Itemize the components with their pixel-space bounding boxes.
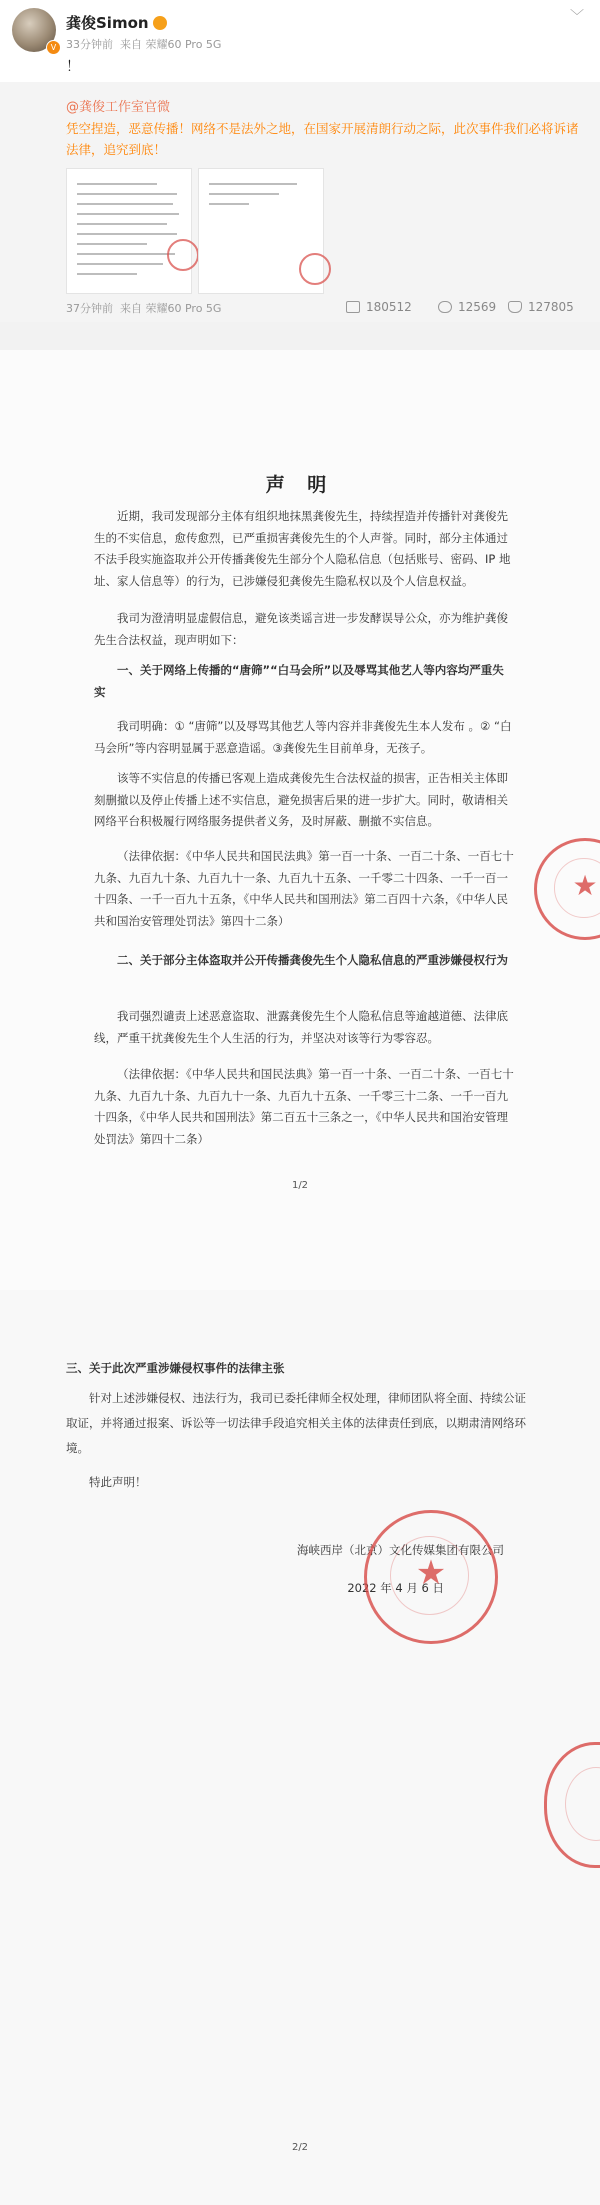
repost-time: 37分钟前 [66,302,113,315]
post-meta [66,36,221,52]
like-count: 127805 [528,300,574,314]
company-seal: ★ [534,838,600,940]
post-header [0,0,600,80]
signature-company: 海峡西岸（北京）文化传媒集团有限公司 [297,1543,504,1557]
like-button[interactable] [508,300,574,314]
repost-author[interactable]: @龚俊工作室官微 [66,100,171,115]
share-count: 180512 [366,300,412,314]
like-icon [508,301,522,313]
repost-meta [66,300,221,316]
verified-badge-icon: V [46,40,61,55]
repost-image-1[interactable] [66,168,192,294]
share-button[interactable] [346,300,412,314]
statement-law-basis: （法律依据：《中华人民共和国民法典》第一百一十条、一百二十条、一百七十九条、九百九十条、九百九十一条、九百九十五条、一千零三十二条、一千一百九十四条，《中华人民共和国刑法》第二百五十三条之一，《中华人民共和国治安管理处罚法》第四十二条） [94,1067,514,1146]
statement-title: 声 明 [265,474,335,496]
page-number: 2/2 [291,2142,309,2153]
user-level-icon [153,16,167,30]
company-seal: ★ [364,1510,498,1644]
statement-paragraph: 该等不实信息的传播已客观上造成龚俊先生合法权益的损害，正告相关主体即刻删撤以及停止传播上述不实信息，避免损害后果的进一步扩大。同时，敬请相关网络平台积极履行网络服务提供者义务，及时屏蔽、删撤不实信息。 [94,771,508,828]
statement-paragraph: 针对上述涉嫌侵权、违法行为，我司已委托律师全权处理，律师团队将全面、持续公证取证，并将通过报案、诉讼等一切法律手段追究相关主体的法律责任到底，以期肃清网络环境。 [66,1391,526,1455]
comment-count: 12569 [458,300,497,314]
post-time: 33分钟前 [66,38,113,51]
statement-heading-2: 二、关于部分主体盗取并公开传播龚俊先生个人隐私信息的严重涉嫌侵权行为 [117,953,508,967]
repost-source: 来自 荣耀60 Pro 5G [120,302,222,315]
separator [0,322,600,350]
repost-image-2[interactable] [198,168,324,294]
statement-heading-1: 一、关于网络上传播的“唐筛”“白马会所”以及辱骂其他艺人等内容均严重失实 [94,663,504,699]
username[interactable] [66,12,167,33]
chevron-down-icon[interactable]: ﹀ [570,9,584,25]
statement-paragraph: 近期，我司发现部分主体有组织地抹黑龚俊先生，持续捏造并传播针对龚俊先生的不实信息，愈传愈烈，已严重损害龚俊先生的个人声誉。同时，部分主体通过不法手段实施盗取并公开传播龚俊先生部分个人隐私信息（包括账号、密码、IP 地址、家人信息等）的行为，已涉嫌侵犯龚俊先生隐私权以及个人信息权益。 [94,509,511,588]
stamp-icon [299,253,331,285]
username-text[interactable]: 龚俊Simon [66,14,149,32]
repost-text: 凭空捏造，恶意传播！网络不是法外之地，在国家开展清朗行动之际，此次事件我们必将诉诸法律，追究到底！ [66,121,579,157]
share-icon [346,301,360,313]
page-number: 1/2 [291,1180,309,1191]
statement-law-basis: （法律依据：《中华人民共和国民法典》第一百一十条、一百二十条、一百七十九条、九百九十条、九百九十一条、九百九十五条、一千零二十四条、一千一百一十四条、一千一百九十五条，《中华人民共和国刑法》第二百四十六条，《中华人民共和国治安管理处罚法》第四十二条） [94,849,514,928]
comment-icon [438,301,452,313]
statement-paragraph: 我司明确：① “唐筛”以及辱骂其他艺人等内容并非龚俊先生本人发布 。② “白马会所”等内容明显属于恶意造谣。③龚俊先生目前单身，无孩子。 [94,719,512,755]
signature-date: 2022 年 4 月 6 日 [347,1581,444,1595]
stamp-icon [167,239,199,271]
statement-heading-3: 三、关于此次严重涉嫌侵权事件的法律主张 [66,1361,285,1375]
post-source: 来自 荣耀60 Pro 5G [120,38,222,51]
post-text: ！ [66,59,80,75]
statement-paragraph: 我司为澄清明显虚假信息，避免该类谣言进一步发酵误导公众，亦为维护龚俊先生合法权益，现声明如下： [94,611,508,647]
statement-closing: 特此声明！ [89,1475,147,1489]
comment-button[interactable] [438,300,496,314]
statement-paragraph: 我司强烈谴责上述恶意盗取、泄露龚俊先生个人隐私信息等逾越道德、法律底线，严重干扰龚俊先生个人生活的行为，并坚决对该等行为零容忍。 [94,1009,508,1045]
